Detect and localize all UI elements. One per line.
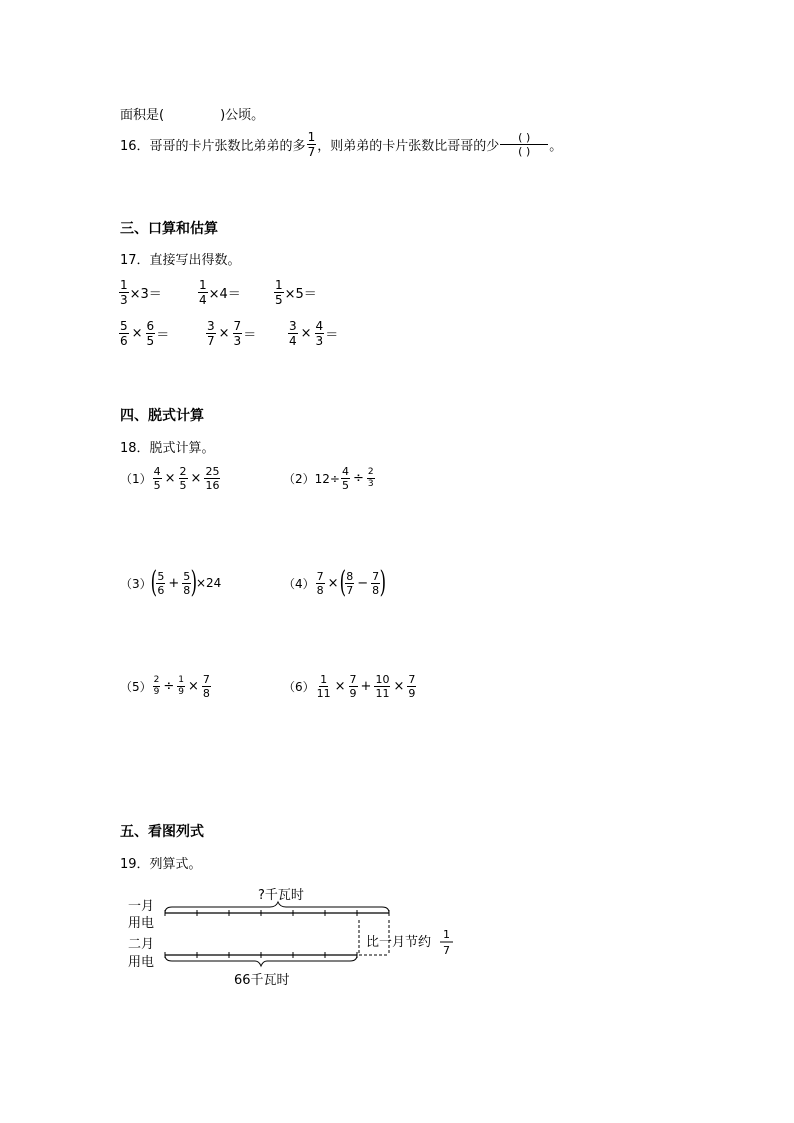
fraction: $\frac{5}{8}$ — [183, 569, 191, 597]
operator: × — [334, 679, 346, 694]
q18-part-2 — [283, 466, 376, 491]
q18-part-4 — [283, 565, 387, 600]
q18-part-1 — [120, 466, 221, 491]
part-label: （1） — [120, 472, 152, 486]
left-paren: ( — [150, 565, 157, 600]
fraction: $\frac{4}{5}$ — [153, 465, 161, 492]
row2-label-a: 二月 — [128, 937, 155, 952]
fraction: $\frac{8}{7}$ — [346, 569, 354, 597]
operator: × — [393, 679, 405, 694]
expression-tail: ×24 — [195, 576, 222, 590]
q16-blank-numerator[interactable]: ( ) — [500, 132, 548, 145]
q16-text-a: 哥哥的卡片张数比弟弟的多 — [149, 139, 306, 154]
equals: ＝ — [156, 328, 170, 343]
bottom-quantity-label: 66千瓦时 — [234, 973, 290, 988]
q18-part-6 — [283, 674, 417, 699]
fraction: $\frac{2}{3}$ — [367, 467, 374, 489]
top-brace — [165, 902, 389, 913]
row1-label-a: 一月 — [128, 899, 155, 914]
fraction: $\frac{2}{9}$ — [153, 675, 160, 697]
fraction: $\frac{6}{5}$ — [146, 319, 155, 348]
fraction: $\frac{3}{4}$ — [289, 319, 297, 348]
fraction: $\frac{7}{8}$ — [316, 569, 324, 597]
q15-suffix: )公顷。 — [220, 108, 265, 123]
q18-title: 18．脱式计算。 — [120, 441, 215, 456]
q16-fraction — [307, 131, 317, 158]
operator: × — [218, 326, 230, 341]
equals: ＝ — [325, 328, 339, 343]
section-4-title: 四、脱式计算 — [120, 408, 204, 424]
fraction: $\frac{1}{4}$ — [199, 278, 207, 307]
q16-answer-blank[interactable] — [500, 132, 548, 157]
part-label: （4） — [283, 576, 315, 591]
fraction: $\frac{4}{3}$ — [315, 319, 324, 348]
operator: × — [164, 471, 176, 486]
q15-tail — [120, 104, 264, 123]
left-paren: ( — [339, 565, 346, 600]
expression-lead: 12÷ — [314, 471, 340, 486]
part-label: （5） — [120, 680, 152, 694]
q17-title: 17．直接写出得数。 — [120, 253, 241, 268]
top-quantity-label: ?千瓦时 — [258, 888, 304, 903]
fraction: $\frac{1}{11}$ — [316, 673, 331, 700]
operator: ÷ — [163, 679, 175, 694]
fraction: $\frac{7}{9}$ — [408, 673, 416, 700]
fraction: $\frac{5}{6}$ — [157, 569, 165, 597]
expression-rest: ×5＝ — [284, 287, 317, 302]
operator: × — [190, 471, 202, 486]
q15-prefix: 面积是( — [120, 108, 165, 123]
operator: + — [360, 679, 372, 694]
q18-part-5 — [120, 674, 212, 699]
expression-rest: ×3＝ — [129, 287, 162, 302]
side-fraction-numerator: 1 — [443, 928, 450, 941]
q16-frac-numerator: 1 — [307, 130, 316, 144]
q17-item-4 — [118, 320, 169, 347]
operator: ÷ — [352, 471, 364, 486]
fraction: $\frac{3}{7}$ — [207, 319, 215, 348]
fraction: $\frac{1}{3}$ — [120, 278, 128, 307]
operator: × — [188, 679, 199, 694]
right-paren: ) — [190, 565, 198, 600]
equals: ＝ — [243, 328, 257, 343]
operator: × — [327, 575, 339, 591]
row2-label-b: 用电 — [128, 955, 155, 970]
q17-item-6 — [287, 320, 338, 347]
q16-number: 16． — [120, 139, 150, 154]
fraction: $\frac{7}{9}$ — [349, 673, 357, 700]
row1-label-b: 用电 — [128, 916, 155, 931]
fraction: $\frac{2}{5}$ — [179, 465, 187, 492]
operator: × — [300, 326, 312, 341]
q17-item-5 — [205, 320, 256, 347]
fraction: $\frac{4}{5}$ — [341, 465, 349, 492]
q18-part-3 — [120, 565, 222, 600]
fraction: $\frac{25}{16}$ — [205, 465, 220, 492]
side-savings-text: 比一月节约 — [366, 935, 432, 950]
q17-item-2 — [197, 279, 241, 306]
q19-title: 19．列算式。 — [120, 857, 202, 872]
q16-end: 。 — [549, 139, 563, 154]
fraction: $\frac{7}{8}$ — [372, 569, 380, 597]
right-paren: ) — [379, 565, 387, 600]
fraction: $\frac{7}{3}$ — [233, 319, 242, 348]
part-label: （6） — [283, 680, 315, 694]
q16-line — [120, 131, 562, 158]
expression-rest: ×4＝ — [208, 287, 241, 302]
operator: − — [357, 575, 369, 591]
q16-text-b: ，则弟弟的卡片张数比哥哥的少 — [317, 139, 500, 154]
q16-blank-denominator[interactable]: ( ) — [518, 145, 531, 158]
fraction: $\frac{1}{9}$ — [178, 675, 185, 697]
part-label: （2） — [283, 472, 315, 486]
operator: × — [131, 326, 143, 341]
fraction: $\frac{7}{8}$ — [202, 673, 210, 700]
operator: + — [168, 575, 180, 591]
fraction: $\frac{10}{11}$ — [375, 673, 390, 700]
part-label: （3） — [120, 576, 152, 591]
q17-item-3 — [273, 279, 317, 306]
q19-diagram — [120, 880, 480, 995]
fraction: $\frac{5}{6}$ — [120, 319, 128, 348]
section-3-title: 三、口算和估算 — [120, 221, 218, 237]
side-fraction-denominator: 7 — [443, 944, 450, 957]
q17-item-1 — [118, 279, 162, 306]
q16-frac-denominator: 7 — [307, 145, 316, 159]
section-5-title: 五、看图列式 — [120, 824, 204, 840]
fraction: $\frac{1}{5}$ — [275, 278, 283, 307]
